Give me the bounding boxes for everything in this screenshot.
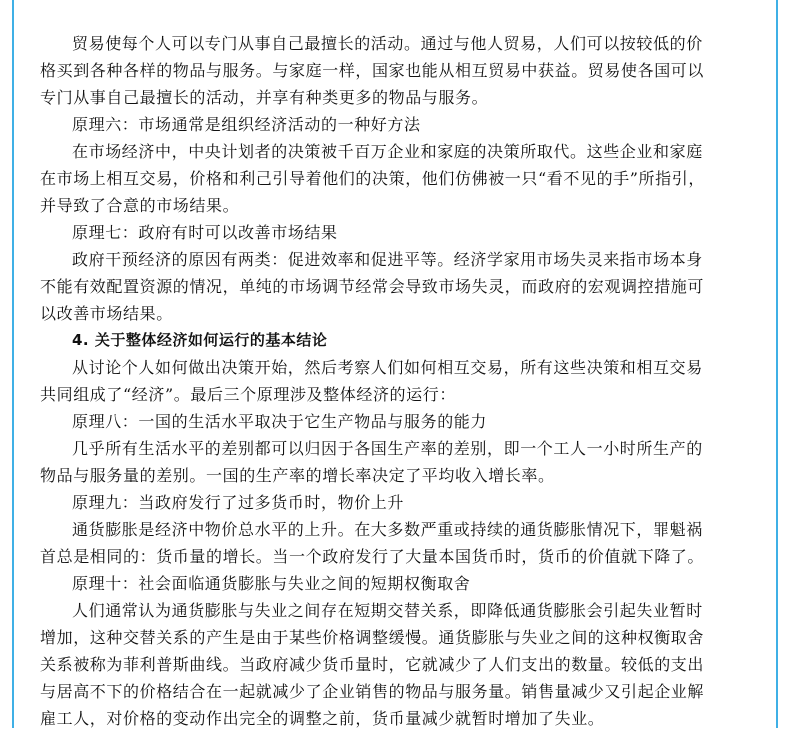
text-line: 原理七：政府有时可以改善市场结果 — [72, 223, 338, 242]
text-line: 关系被称为菲利普斯曲线。当政府减少货币量时，它就减少了人们支出的数量。较低的支出 — [40, 655, 705, 674]
text-line: 在市场上相互交易，价格和利己引导着他们的决策，他们仿佛被一只“看不见的手”所指引， — [40, 169, 705, 188]
text-line: 不能有效配置资源的情况，单纯的市场调节经常会导致市场失灵，而政府的宏观调控措施可 — [40, 277, 705, 296]
text-line: 并导致了合意的市场结果。 — [40, 196, 240, 215]
text-line: 政府干预经济的原因有两类：促进效率和促进平等。经济学家用市场失灵来指市场本身 — [72, 250, 703, 269]
text-line: 贸易使每个人可以专门从事自己最擅长的活动。通过与他人贸易，人们可以按较低的价 — [72, 34, 703, 53]
text-line: 与居高不下的价格结合在一起就减少了企业销售的物品与服务量。销售量减少又引起企业解 — [40, 682, 705, 701]
text-line: 专门从事自己最擅长的活动，并享有种类更多的物品与服务。 — [40, 88, 489, 107]
text-line: 原理九：当政府发行了过多货币时，物价上升 — [72, 493, 405, 512]
text-line: 人们通常认为通货膨胀与失业之间存在短期交替关系，即降低通货膨胀会引起失业暂时 — [72, 601, 703, 620]
text-line: 雇工人，对价格的变动作出完全的调整之前，货币量减少就暂时增加了失业。 — [40, 709, 605, 728]
text-line: 增加，这种交替关系的产生是由于某些价格调整缓慢。通货膨胀与失业之间的这种权衡取舍 — [40, 628, 705, 647]
text-line: 共同组成了“经济”。最后三个原理涉及整体经济的运行： — [40, 385, 456, 404]
text-line: 原理十：社会面临通货膨胀与失业之间的短期权衡取舍 — [72, 574, 471, 593]
text-line: 从讨论个人如何做出决策开始，然后考察人们如何相互交易，所有这些决策和相互交易 — [72, 358, 703, 377]
text-line: 在市场经济中，中央计划者的决策被千百万企业和家庭的决策所取代。这些企业和家庭 — [72, 142, 703, 161]
text-line: 几乎所有生活水平的差别都可以归因于各国生产率的差别，即一个工人一小时所生产的 — [72, 439, 703, 458]
document-body — [40, 30, 750, 732]
text-line: 物品与服务量的差别。一国的生产率的增长率决定了平均收入增长率。 — [40, 466, 555, 485]
text-line: 通货膨胀是经济中物价总水平的上升。在大多数严重或持续的通货膨胀情况下，罪魁祸 — [72, 520, 703, 539]
text-line: 以改善市场结果。 — [40, 304, 173, 323]
text-line: 原理八：一国的生活水平取决于它生产物品与服务的能力 — [72, 412, 488, 431]
text-line: 格买到各种各样的物品与服务。与家庭一样，国家也能从相互贸易中获益。贸易使各国可以 — [40, 61, 705, 80]
section-heading: 4. 关于整体经济如何运行的基本结论 — [72, 331, 328, 349]
text-line: 原理六：市场通常是组织经济活动的一种好方法 — [72, 115, 421, 134]
text-line: 首总是相同的：货币量的增长。当一个政府发行了大量本国货币时，货币的价值就下降了。 — [40, 547, 705, 566]
